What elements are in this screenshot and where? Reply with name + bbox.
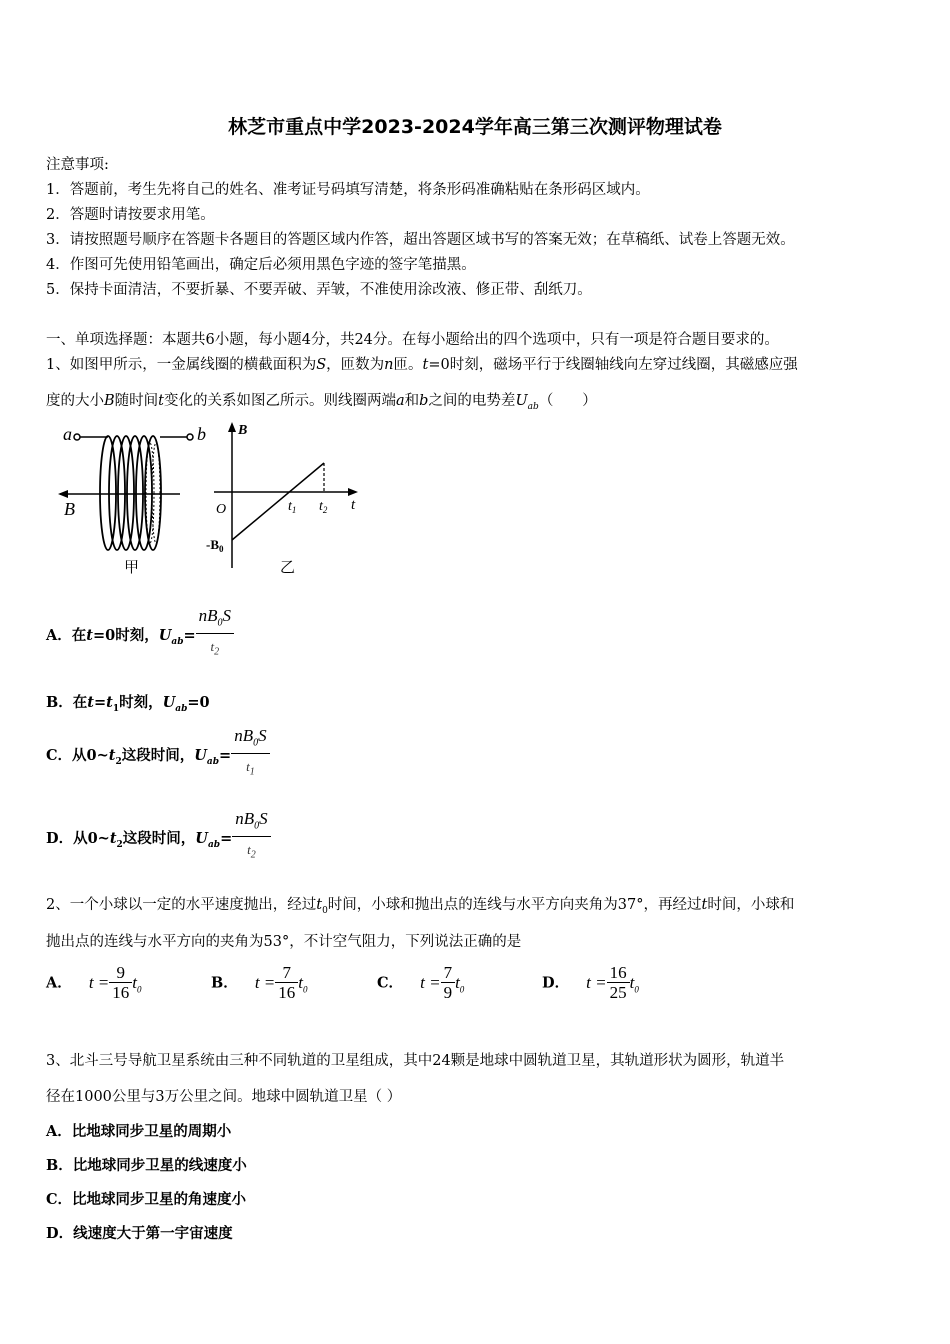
graph-b0-label: $-B_0$ <box>206 537 224 554</box>
graph-caption: 乙 <box>280 560 296 576</box>
q1-option-a <box>46 606 234 666</box>
field-arrow-icon <box>58 490 68 498</box>
option-var-sub: 1 <box>112 703 120 714</box>
q1-answer-bracket: （ ） <box>538 393 597 409</box>
q1-text: 匝。 <box>393 357 423 373</box>
notice-item: 3．请按照题号顺序在答题卡各题目的答题区域内作答，超出答题区域书写的答案无效；在草稿纸、试卷上答题无效。 <box>46 232 795 248</box>
option-var: t <box>108 747 116 764</box>
q1-var-t: t <box>158 393 164 409</box>
q1-stem-line2 <box>46 389 597 412</box>
formula-fraction: $\frac{9}{16}$ <box>109 964 132 1003</box>
q2-var: t <box>701 897 708 913</box>
q3-option-c: C．比地球同步卫星的角速度小 <box>46 1191 247 1208</box>
option-text: 时刻， <box>119 694 163 711</box>
q1-var-n: n <box>384 357 394 373</box>
q3-option-d: D．线速度大于第一宇宙速度 <box>46 1225 233 1242</box>
option-var: U <box>158 627 172 644</box>
option-text: 这段时间， <box>122 830 196 847</box>
page-title: 林芝市重点中学2023-2024学年高三第三次测评物理试卷 <box>228 116 722 138</box>
option-var: t <box>87 694 94 711</box>
coil-figure <box>50 418 220 580</box>
formula-fraction: $\frac{nB_0S}{t_1}$ <box>231 726 269 786</box>
q1-var-b: B <box>104 393 115 409</box>
option-var: U <box>194 747 207 764</box>
option-label: B． <box>211 974 238 992</box>
coil-label-b: b <box>197 424 206 444</box>
option-text: =0时刻， <box>92 627 159 644</box>
q3-stem-line2: 径在1000公里与3万公里之间。地球中圆轨道卫星（ ） <box>46 1089 402 1105</box>
option-lhs: t = <box>88 972 110 992</box>
q2-stem-line2: 抛出点的连线与水平方向的夹角为53°，不计空气阻力，下列说法正确的是 <box>46 934 522 950</box>
notice-item: 4．作图可先使用铅笔画出，确定后必须用黑色字迹的签字笔描黑。 <box>46 257 476 273</box>
option-value: =0 <box>187 694 210 711</box>
option-var-sub: ab <box>207 839 221 850</box>
q1-text: 和 <box>404 393 420 409</box>
option-var-sub: ab <box>175 703 188 714</box>
option-var: U <box>195 830 208 847</box>
option-var-sub: 2 <box>116 839 123 850</box>
bt-graph <box>200 418 370 580</box>
option-label: A． <box>46 974 72 992</box>
option-var: U <box>162 694 176 711</box>
q2-option-b: B． t = $\frac{7}{16}$ $t_0$ <box>211 963 308 1002</box>
formula-fraction: $\frac{7}{9}$ <box>441 964 456 1003</box>
q2-text: 时间，小球和 <box>707 897 795 913</box>
q1-var-u: U <box>515 393 528 409</box>
option-text: C．从0~ <box>46 747 109 764</box>
q1-text: =0时刻，磁场平行于线圈轴线向左穿过线圈，其磁感应强 <box>428 357 798 373</box>
q3-option-b: B．比地球同步卫星的线速度小 <box>46 1157 247 1174</box>
q3-option-a: A．比地球同步卫星的周期小 <box>46 1123 232 1140</box>
formula-fraction: $\frac{7}{16}$ <box>275 964 298 1003</box>
option-label: D． <box>542 974 570 992</box>
terminal-b-icon <box>187 434 193 440</box>
option-text: B．在 <box>46 694 88 711</box>
q1-var-s: S <box>316 357 327 373</box>
option-var: t <box>106 694 113 711</box>
option-eq: = <box>183 627 196 644</box>
q2-text: 2、一个小球以一定的水平速度抛出，经过 <box>46 897 317 913</box>
q1-text: 之间的电势差 <box>428 393 516 409</box>
q1-text: 1、如图甲所示，一金属线圈的横截面积为 <box>46 357 317 373</box>
q1-var-a: a <box>395 393 405 409</box>
q2-stem-line1 <box>46 893 794 916</box>
q1-text: 变化的关系如图乙所示。则线圈两端 <box>163 393 396 409</box>
graph-t1-label: $t_1$ <box>288 499 297 515</box>
q1-text: 随时间 <box>114 393 159 409</box>
option-var-sub: ab <box>171 636 184 647</box>
option-var: t <box>86 627 93 644</box>
q2-var: t <box>316 897 323 913</box>
option-text: A．在 <box>46 627 87 644</box>
coil-dotted-loops <box>146 443 160 543</box>
q2-text: 时间，小球和抛出点的连线与水平方向夹角为37°，再经过 <box>327 897 702 913</box>
option-eq: = <box>220 830 233 847</box>
q2-option-c: C． t = $\frac{7}{9}$ $t_0$ <box>377 963 465 1002</box>
q1-var-b-terminal: b <box>419 393 429 409</box>
graph-y-label: B <box>238 423 248 438</box>
terminal-a-icon <box>74 434 80 440</box>
q3-stem-line1: 3、北斗三号导航卫星系统由三种不同轨道的卫星组成，其中24颗是地球中圆轨道卫星，其轨道形状为圆形，轨道半 <box>46 1053 785 1069</box>
notice-item: 1．答题前，考生先将自己的姓名、准考证号码填写清楚，将条形码准确粘贴在条形码区域内。 <box>46 182 650 198</box>
option-lhs: t = <box>420 972 441 992</box>
option-var-sub: 2 <box>115 756 122 767</box>
option-text: = <box>93 694 107 711</box>
option-label: C． <box>377 974 404 992</box>
graph-t2-label: $t_2$ <box>319 499 328 515</box>
q2-var-sub: 0 <box>322 905 328 916</box>
section-heading: 一、单项选择题：本题共6小题，每小题4分，共24分。在每小题给出的四个选项中，只有一项是符合题目要求的。 <box>46 332 779 348</box>
graph-origin: O <box>216 502 227 517</box>
formula-fraction: $\frac{16}{25}$ <box>607 964 630 1003</box>
q1-option-d <box>46 809 271 869</box>
option-var-sub: ab <box>206 756 220 767</box>
q1-option-c <box>46 726 270 786</box>
option-text: 这段时间， <box>121 747 195 764</box>
q2-option-a: A． t = $\frac{9}{16}$ $t_0$ <box>46 963 142 1002</box>
formula-fraction: $\frac{nB_0S}{t_2}$ <box>232 809 270 869</box>
q1-option-b <box>46 691 210 714</box>
coil-label-field: B <box>64 499 75 519</box>
option-text: D．从0~ <box>46 830 110 847</box>
graph-x-label: t <box>351 497 356 513</box>
formula-fraction: $\frac{nB_0S}{t_2}$ <box>196 606 234 666</box>
coil-label-a: a <box>63 424 72 444</box>
option-var: t <box>109 830 117 847</box>
option-lhs: t = <box>254 972 276 992</box>
q1-var-t: t <box>422 357 429 373</box>
q1-text: 度的大小 <box>46 393 104 409</box>
option-eq: = <box>219 747 232 764</box>
coil-caption: 甲 <box>124 560 140 576</box>
q2-option-d: D． t = $\frac{16}{25}$ $t_0$ <box>542 963 639 1002</box>
graph-line <box>232 463 324 540</box>
q1-var-u-sub: ab <box>527 401 539 412</box>
notice-item: 2．答题时请按要求用笔。 <box>46 207 215 223</box>
notice-heading: 注意事项: <box>46 157 109 173</box>
q1-text: ，匝数为 <box>326 357 385 373</box>
q1-stem-line1 <box>46 353 798 374</box>
option-lhs: t = <box>586 972 607 992</box>
x-axis-arrow-icon <box>348 488 358 496</box>
y-axis-arrow-icon <box>228 422 236 432</box>
notice-item: 5．保持卡面清洁，不要折暴、不要弄破、弄皱，不准使用涂改液、修正带、刮纸刀。 <box>46 282 592 298</box>
